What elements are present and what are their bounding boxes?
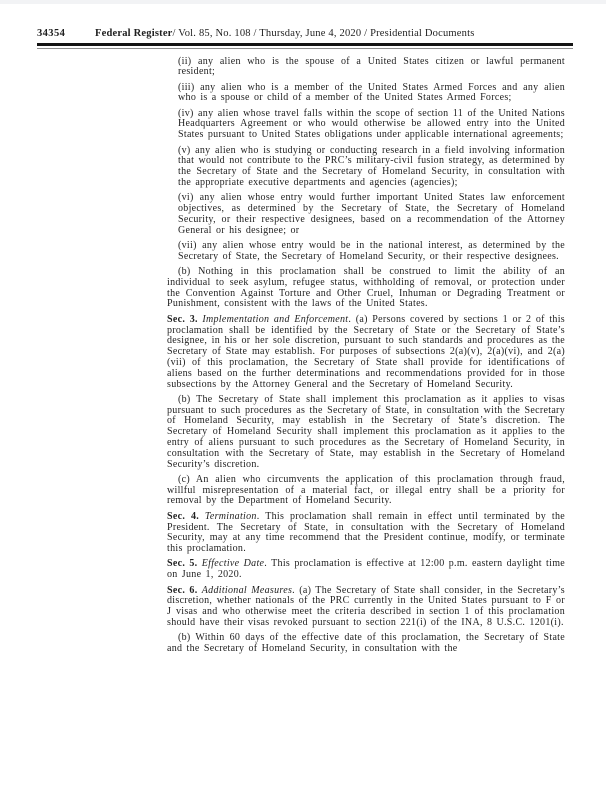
paragraph-segment-normal: (c) An alien who circumvents the application of this proclamation through fraud, willful misrepresentation of a material fact, or illegal entry shall be a priority for removal by the Department of Homeland Security. xyxy=(167,473,565,507)
paragraph-segment-bold: Sec. 6. xyxy=(167,584,202,596)
paragraph-segment-normal: (v) any alien who is studying or conducting research in a field involving information that would not contribute to the PRC’s military-civil fusion strategy, as determined by the Secretary of State and the Secretary of Homeland Security, in consultation with the appropriate executive departments and agencies (agencies); xyxy=(178,144,565,188)
document-body xyxy=(167,57,565,655)
paragraph xyxy=(167,267,565,310)
paragraph-segment-normal: (b) The Secretary of State shall implement this proclamation as it applies to visas pursuant to such procedures as the Secretary of State, in consultation with the Secretary of Homeland Security, may establish in the Secretary of State’s discretion. The Secretary of Homeland Security shall implement this proclamation as it applies to the entry of aliens pursuant to such procedures as the Secretary of Homeland Security, in consultation with the Secretary of State, may establish in the Secretary of Homeland Security’s discretion. xyxy=(167,393,565,470)
paragraph-segment-normal: (b) Within 60 days of the effective date of this proclamation, the Secretary of State and the Secretary of Homeland Security, in consultation with the xyxy=(167,632,565,655)
paragraph-segment-italic: Implementation and Enforcement xyxy=(202,313,349,325)
paragraph xyxy=(178,57,565,79)
paragraph xyxy=(167,315,565,391)
paragraph-segment-bold: Sec. 5. xyxy=(167,558,202,570)
paragraph-segment-normal: (vii) any alien whose entry would be in the national interest, as determined by the Secretary of State, the Secretary of Homeland Security, or their respective designees. xyxy=(178,239,565,262)
paragraph xyxy=(167,586,565,629)
header-rule xyxy=(37,43,573,49)
paragraph-segment-normal: . This proclamation shall remain in effect until terminated by the President. The Secretary of State, in consultation with the Secretary of Homeland Security, may at any time recommend that the President continue, modify, or terminate this proclamation. xyxy=(167,510,566,555)
paragraph-segment-normal: (ii) any alien who is the spouse of a United States citizen or lawful permanent resident; xyxy=(178,55,565,78)
paragraph-segment-italic: Effective Date xyxy=(201,558,265,570)
paragraph xyxy=(178,241,565,263)
publication-title: Federal Register xyxy=(95,28,173,39)
publication-citation: / Vol. 85, No. 108 / Thursday, June 4, 2020 / Presidential Documents xyxy=(172,28,475,39)
paragraph-segment-bold: Sec. 3. xyxy=(167,313,203,325)
paragraph xyxy=(167,395,565,471)
paragraph-segment-italic: Additional Measures xyxy=(201,584,293,596)
paragraph xyxy=(167,475,565,507)
paragraph xyxy=(167,559,565,581)
paragraph-segment-normal: (iv) any alien whose travel falls within the scope of section 11 of the United Nations Headquarters Agreement or who would otherwise be allowed entry into the United States pursuant to United States obligations under applicable international agreements; xyxy=(178,107,565,141)
paragraph-segment-normal: (b) Nothing in this proclamation shall be construed to limit the ability of an individual to seek asylum, refugee status, withholding of removal, or protection under the Convention Against Torture and Other Cruel, Inhuman or Degrading Treatment or Punishment, consistent with the laws of the United States. xyxy=(167,266,565,310)
page-number: 34354 xyxy=(37,28,66,39)
paragraph xyxy=(167,633,565,655)
paragraph-segment-normal: (vi) any alien whose entry would further important United States law enforcement objectives, as determined by the Secretary of State, the Secretary of Homeland Security, or their respective designees, based on a recommendation of the Attorney General or his designee; or xyxy=(178,192,565,236)
paragraph-segment-italic: Termination xyxy=(204,510,257,522)
paragraph-segment-bold: Sec. 4. xyxy=(167,510,205,522)
scan-edge xyxy=(0,0,606,4)
paragraph xyxy=(178,109,565,141)
paragraph-segment-normal: . This proclamation is effective at 12:00 p.m. eastern daylight time on June 1, 2020. xyxy=(167,558,566,581)
paragraph-segment-normal: . (a) Persons covered by sections 1 or 2 of this proclamation shall be identified by the Secretary of State or the Secretary of State’s designee, in his or her sole discretion, pursuant to such standards and procedures as the Secretary of State may establish. For purposes of subsections 2(a)(v), 2(a)(vi), and 2(a)(vii) of this proclamation, the Secretary of State shall provide for identifications of aliens based on the further determinations and recommendations provided for in those subsections by the Attorney General and the Secretary of Homeland Security. xyxy=(167,313,565,390)
page-header xyxy=(37,28,573,39)
paragraph-segment-normal: . (a) The Secretary of State shall consider, in the Secretary’s discretion, whether nationals of the PRC currently in the United States pursuant to F or J visas and who otherwise meet the criteria described in section 1 of this proclamation should have their visas revoked pursuant to section 221(i) of the INA, 8 U.S.C. 1201(i). xyxy=(167,584,565,628)
paragraph xyxy=(178,193,565,236)
paragraph xyxy=(178,146,565,189)
paragraph-segment-normal: (iii) any alien who is a member of the United States Armed Forces and any alien who is a spouse or child of a member of the United States Armed Forces; xyxy=(178,81,565,104)
paragraph xyxy=(178,83,565,105)
paragraph xyxy=(167,512,565,555)
